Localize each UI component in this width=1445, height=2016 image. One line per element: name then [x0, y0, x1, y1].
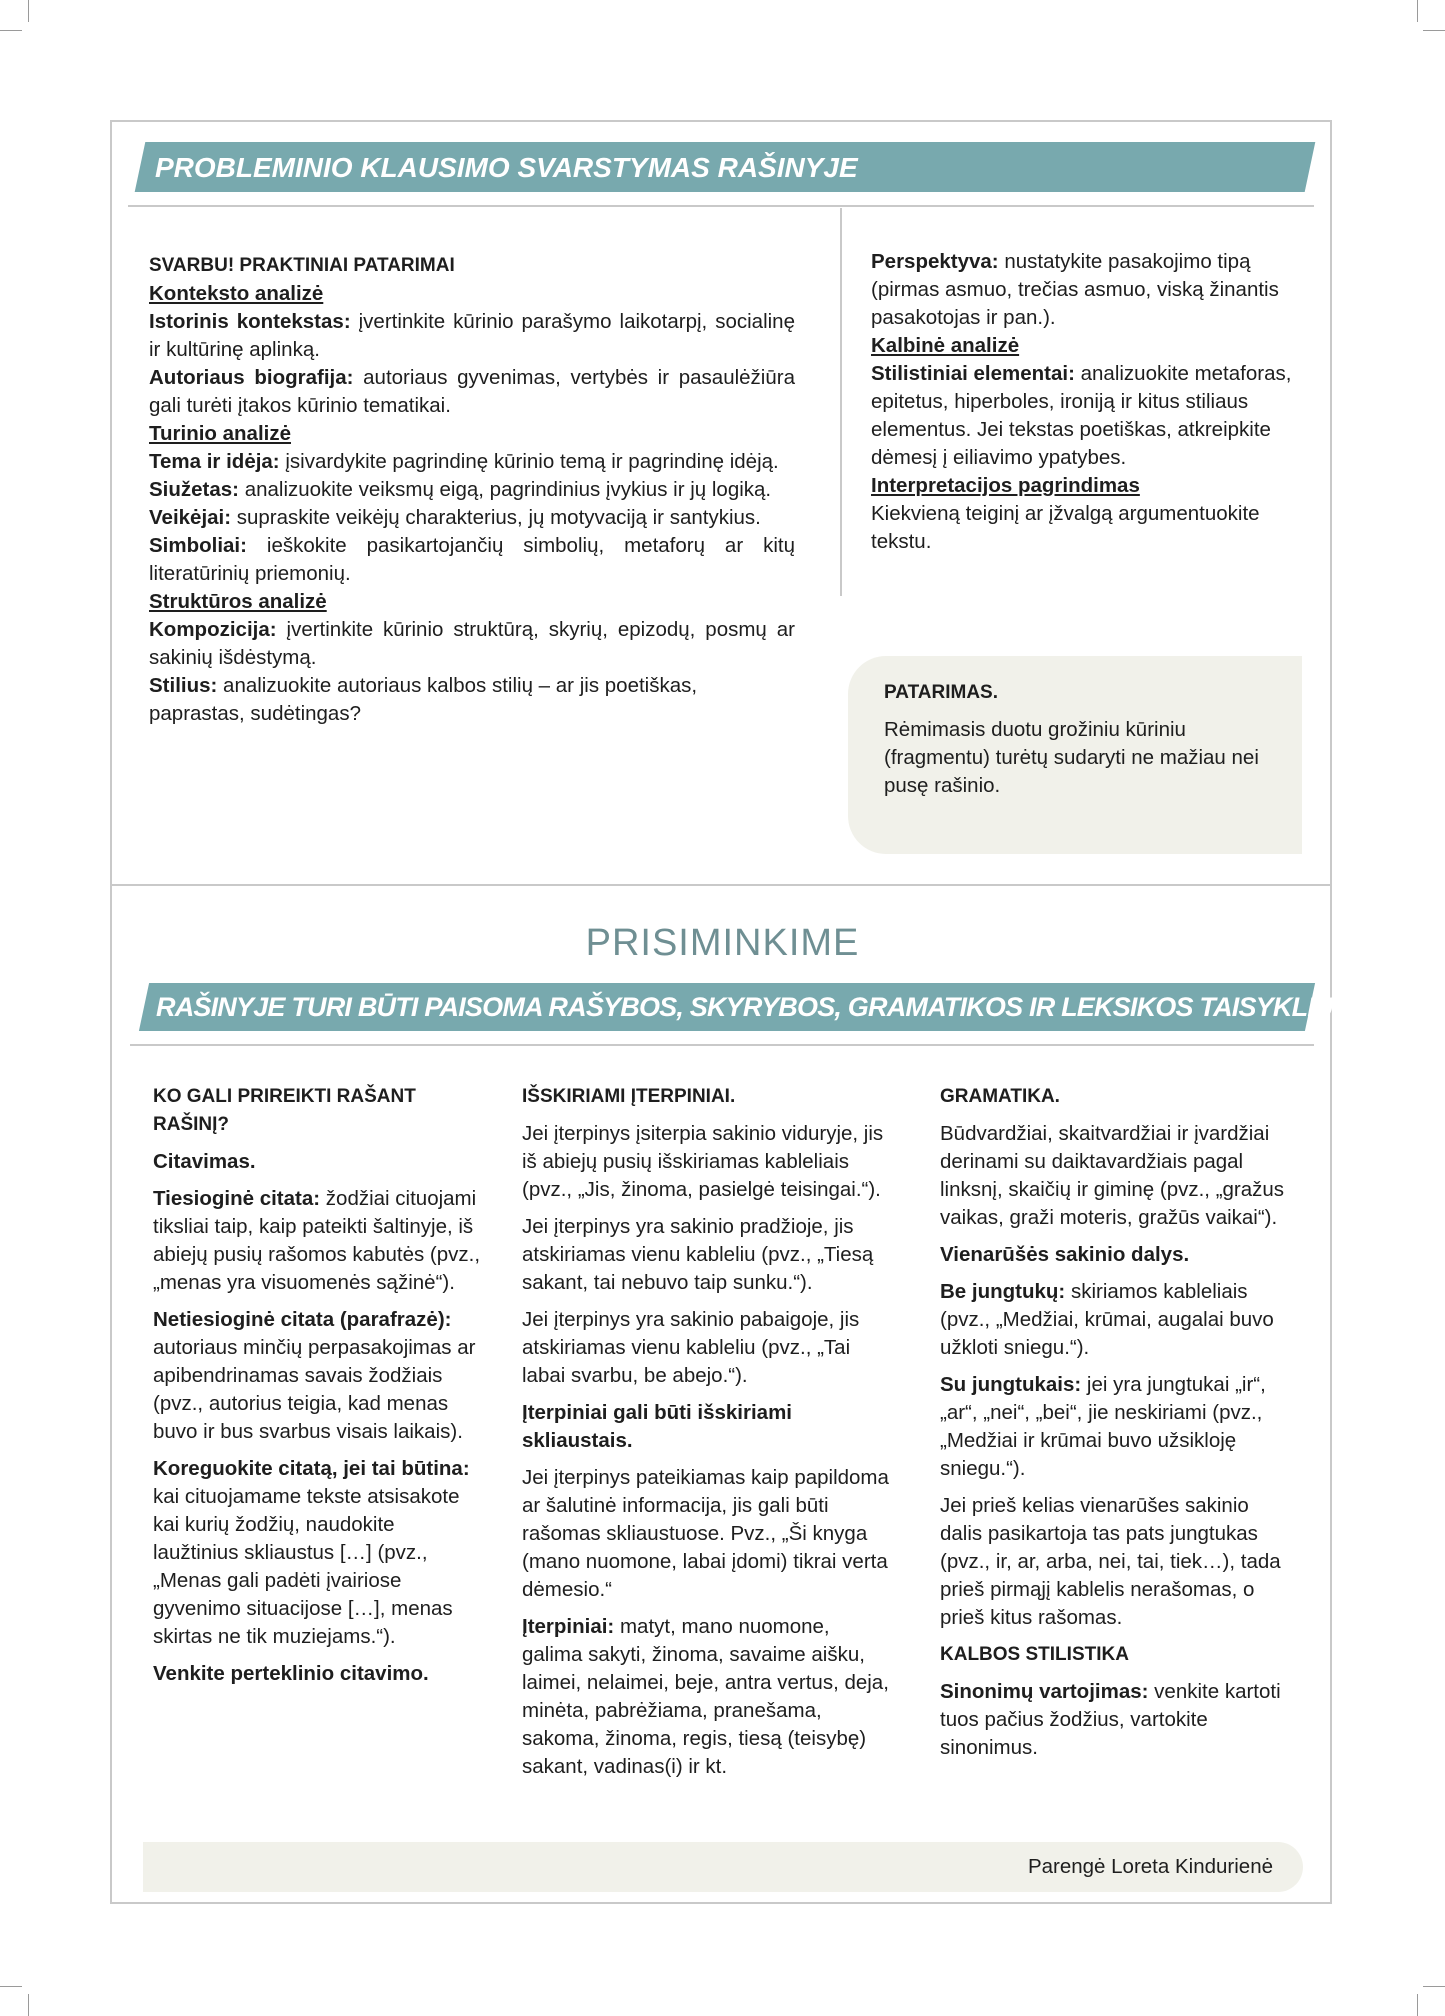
insertion-p4: Jei įterpinys pateikiamas kaip papildoma ar šalutinė informacija, jis gali būti rašomas skliaustuose. Pvz., „Ši knyga (mano nuomone, labai įdomi) tikrai verta dėmesio.“ — [522, 1466, 889, 1601]
text: analizuokite autoriaus kalbos stilių – ar jis poetiškas, paprastas, sudėtingas? — [149, 674, 698, 725]
perspective — [871, 248, 1301, 332]
banner-underline — [128, 205, 1314, 207]
label: Stilistiniai elementai: — [871, 362, 1075, 385]
text: įvertinkite kūrinio parašymo laikotarpį, socialinę ir kultūrinę aplinką. — [149, 310, 795, 361]
text: analizuokite veiksmų eigą, pagrindinius įvykius ir jų logiką. — [239, 478, 772, 501]
interpretation-text: Kiekvieną teiginį ar įžvalgą argumentuokite tekstu. — [871, 502, 1260, 553]
no-conjunction — [940, 1278, 1296, 1362]
text: venkite kartoti tuos pačius žodžius, vartokite sinonimus. — [940, 1680, 1281, 1759]
crop-mark — [1423, 30, 1445, 31]
context-heading: Konteksto analizė — [149, 282, 324, 305]
with-conjunction — [940, 1371, 1296, 1483]
label: Simboliai: — [149, 534, 247, 557]
label: Perspektyva: — [871, 250, 999, 273]
label: Įterpiniai gali būti išskiriami skliaustais. — [522, 1401, 792, 1452]
text: supraskite veikėjų charakterius, jų motyvaciją ir santykius. — [231, 506, 761, 529]
plot — [149, 476, 795, 504]
label: Sinonimų vartojimas: — [940, 1680, 1149, 1703]
column-divider — [840, 208, 842, 596]
crop-mark — [1417, 1994, 1418, 2016]
label: Įterpiniai: — [522, 1615, 615, 1638]
insertion-list — [522, 1613, 892, 1781]
label: Netiesioginė citata (parafrazė): — [153, 1308, 452, 1331]
interpretation-heading: Interpretacijos pagrindimas — [871, 474, 1140, 497]
text: žodžiai cituojami tiksliai taip, kaip pateikti šaltinyje, iš abiejų pusių rašomos kabutės (pvz., „menas yra visuomenės sąžinė“). — [153, 1187, 481, 1294]
banner2-underline — [130, 1044, 1314, 1046]
text: ieškokite pasikartojančių simbolių, metaforų ar kitų literatūrinių priemonių. — [149, 534, 795, 585]
text: įsivardykite pagrindinę kūrinio temą ir pagrindinę idėją. — [279, 450, 779, 473]
crop-mark — [28, 0, 29, 22]
section1-title: PROBLEMINIO KLAUSIMO SVARSTYMAS RAŠINYJE — [155, 152, 858, 183]
crop-mark — [1423, 1986, 1445, 1987]
symbols — [149, 532, 795, 588]
crop-mark — [28, 1994, 29, 2016]
col3-heading: GRAMATIKA. — [940, 1086, 1060, 1107]
bracket-label — [522, 1399, 892, 1455]
text: autoriaus gyvenimas, vertybės ir pasaulėžiūra gali turėti įtakos kūrinio tematikai. — [149, 366, 795, 417]
label: Kompozicija: — [149, 618, 277, 641]
label: Autoriaus biografija: — [149, 366, 354, 389]
crop-mark — [0, 1986, 22, 1987]
tips-left-column — [149, 252, 795, 728]
crop-mark — [1417, 0, 1418, 22]
direct-quote — [153, 1185, 483, 1297]
text: nustatykite pasakojimo tipą (pirmas asmuo, trečias asmuo, viską žinantis pasakotojas ir pan.). — [871, 250, 1279, 329]
tip-title: PATARIMAS. — [884, 682, 998, 703]
composition — [149, 616, 795, 672]
insertion-p2: Jei įterpinys yra sakinio pradžioje, jis atskiriamas vienu kableliu (pvz., „Tiesą sakant, tai nebuvo taip sunku.“). — [522, 1215, 874, 1294]
structure-heading: Struktūros analizė — [149, 590, 327, 613]
synonyms — [940, 1678, 1296, 1762]
text: autoriaus minčių perpasakojimas ar apibendrinamas savais žodžiais (pvz., autorius teigia, kad menas buvo ir bus svarbus visais laikais). — [153, 1336, 476, 1443]
indirect-quote — [153, 1306, 483, 1446]
grammar-p1: Būdvardžiai, skaitvardžiai ir įvardžiai derinami su daiktavardžiais pagal linksnį, skaičių ir giminę (pvz., „gražus vaikas, graži moteris, gražūs vaikai“). — [940, 1122, 1285, 1229]
col2-heading: IŠSKIRIAMI ĮTERPINIAI. — [522, 1086, 736, 1107]
section2-banner-text: RAŠINYJE TURI BŪTI PAISOMA RAŠYBOS, SKYRYBOS, GRAMATIKOS IR LEKSIKOS TAISYKLIŲ. — [156, 992, 1340, 1022]
stylistics-heading: KALBOS STILISTIKA — [940, 1644, 1129, 1665]
same-parts-label — [940, 1241, 1296, 1269]
col1-heading: KO GALI PRIREIKTI RAŠANT RAŠINĮ? — [153, 1086, 416, 1135]
text: matyt, mano nuomone, galima sakyti, žinoma, savaime aišku, laimei, nelaimei, beje, antra vertus, deja, minėta, pabrėžiama, pranešama, sakoma, žinoma, regis, tiesą (teisybę) sakant, vadinas(i) ir kt. — [522, 1615, 889, 1778]
insertion-p3: Jei įterpinys yra sakinio pabaigoje, jis atskiriamas vienu kableliu (pvz., „Tai labai svarbu, be abejo.“). — [522, 1308, 860, 1387]
crop-mark — [0, 30, 22, 31]
avoid-quoting — [153, 1660, 483, 1688]
column-grammar — [940, 1083, 1296, 1762]
text: jei yra jungtukai „ir“, „ar“, „nei“, „bei“, jie neskiriami (pvz., „Medžiai ir krūmai buvo užsikloję sniegu.“). — [940, 1373, 1266, 1480]
label: Veikėjai: — [149, 506, 232, 529]
label: Koreguokite citatą, jei tai būtina: — [153, 1457, 470, 1480]
historical-context — [149, 308, 795, 364]
label: Siužetas: — [149, 478, 239, 501]
citing-label — [153, 1148, 483, 1176]
text: skiriamos kableliais (pvz., „Medžiai, krūmai, augalai buvo užkloti sniegu.“). — [940, 1280, 1274, 1359]
label: Tiesioginė citata: — [153, 1187, 321, 1210]
footer-credit: Parengė Loreta Kindurienė — [1027, 1855, 1273, 1878]
author-biography — [149, 364, 795, 420]
language-heading: Kalbinė analizė — [871, 334, 1020, 357]
text: kai cituojamame tekste atsisakote kai kurių žodžių, naudokite laužtinius skliaustus […] (pvz., „Menas gali padėti įvairiose gyvenimo situacijose […], menas skirtas ne tik muziejams.“). — [153, 1485, 460, 1648]
label: Citavimas. — [153, 1150, 256, 1173]
remember-title: PRISIMINKIME — [585, 922, 860, 964]
label: Be jungtukų: — [940, 1280, 1066, 1303]
content-heading: Turinio analizė — [149, 422, 291, 445]
text: analizuokite metaforas, epitetus, hiperboles, ironiją ir kitus stiliaus elementus. Jei tekstas poetiškas, atkreipkite dėmesį į eiliavimo ypatybes. — [871, 362, 1292, 469]
grammar-p2: Jei prieš kelias vienarūšes sakinio dalis pasikartoja tas pats jungtukas (pvz., ir, ar, arba, nei, tai, tiek…), tada prieš pirmąjį kablelis nerašomas, o prieš kitus rašomas. — [940, 1494, 1281, 1629]
stylistic-elements — [871, 360, 1301, 472]
tip-text: Rėmimasis duotu grožiniu kūriniu (fragmentu) turėtų sudaryti ne mažiau nei pusę rašinio. — [884, 718, 1259, 797]
theme-idea — [149, 448, 795, 476]
label: Istorinis kontekstas: — [149, 310, 351, 333]
column-citing — [153, 1083, 483, 1688]
label: Tema ir idėja: — [149, 450, 280, 473]
label: Vienarūšės sakinio dalys. — [940, 1243, 1190, 1266]
correct-quote — [153, 1455, 483, 1651]
tip-content — [884, 679, 1284, 800]
label: Stilius: — [149, 674, 218, 697]
label: Su jungtukais: — [940, 1373, 1082, 1396]
insertion-p1: Jei įterpinys įsiterpia sakinio viduryje, jis iš abiejų pusių išskiriamas kableliais (pvz., „Jis, žinoma, pasielgė teisingai.“). — [522, 1122, 884, 1201]
text: įvertinkite kūrinio struktūrą, skyrių, epizodų, posmų ar sakinių išdėstymą. — [149, 618, 795, 669]
footer-strip — [143, 1842, 1303, 1892]
characters — [149, 504, 795, 532]
column-insertions — [522, 1083, 892, 1781]
tips-heading: SVARBU! PRAKTINIAI PATARIMAI — [149, 255, 455, 276]
tips-right-column — [871, 248, 1301, 556]
section-separator — [112, 884, 1330, 886]
label: Venkite perteklinio citavimo. — [153, 1662, 429, 1685]
style — [149, 672, 795, 728]
